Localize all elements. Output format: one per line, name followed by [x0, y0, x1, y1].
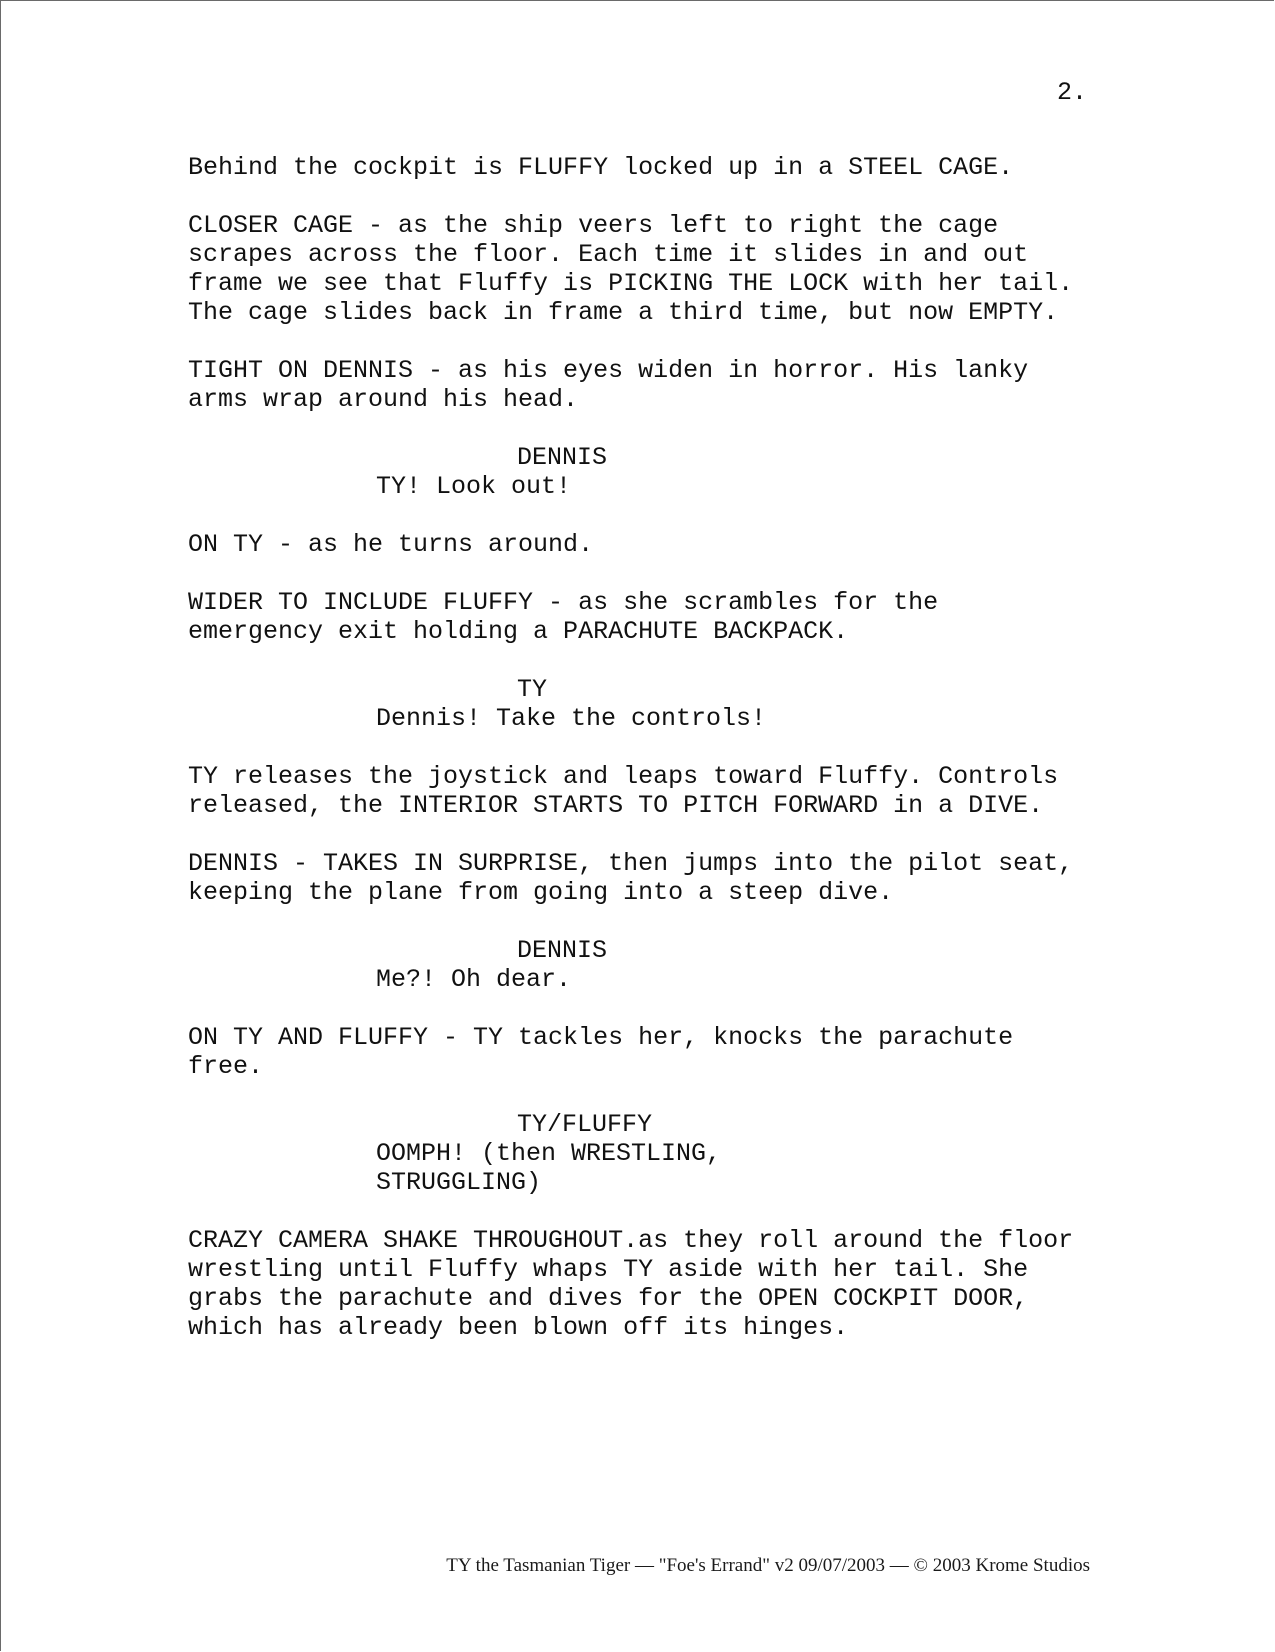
character-name: TY/FLUFFY — [517, 1110, 653, 1139]
action-paragraph: CLOSER CAGE - as the ship veers left to right the cage scrapes across the floor. Each time it slides in and out frame we see that Fluffy is PICKING THE LOCK with her tail. The cage slides back in frame a third time, but now EMPTY. — [188, 211, 1074, 327]
action-paragraph: WIDER TO INCLUDE FLUFFY - as she scrambles for the emergency exit holding a PARACHUTE BACKPACK. — [188, 588, 939, 646]
action-paragraph: ON TY - as he turns around. — [188, 530, 594, 559]
action-paragraph: TY releases the joystick and leaps toward Fluffy. Controls released, the INTERIOR STARTS TO PITCH FORWARD in a DIVE. — [188, 762, 1059, 820]
action-paragraph: ON TY AND FLUFFY - TY tackles her, knocks the parachute free. — [188, 1023, 1014, 1081]
page-footer: TY the Tasmanian Tiger — "Foe's Errand" v2 09/07/2003 — © 2003 Krome Studios — [446, 1555, 1090, 1576]
character-name: TY — [517, 675, 548, 704]
action-paragraph: CRAZY CAMERA SHAKE THROUGHOUT.as they roll around the floor wrestling until Fluffy whaps TY aside with her tail. She grabs the parachute and dives for the OPEN COCKPIT DOOR, which has already been blown off its hinges. — [188, 1226, 1074, 1342]
page-number: 2. — [1056, 78, 1087, 107]
dialogue-line: OOMPH! (then WRESTLING, STRUGGLING) — [376, 1139, 722, 1197]
dialogue-line: Me?! Oh dear. — [376, 965, 572, 994]
character-name: DENNIS — [517, 936, 608, 965]
dialogue-line: TY! Look out! — [376, 472, 572, 501]
action-paragraph: TIGHT ON DENNIS - as his eyes widen in horror. His lanky arms wrap around his head. — [188, 356, 1029, 414]
character-name: DENNIS — [517, 443, 608, 472]
action-paragraph: Behind the cockpit is FLUFFY locked up in a STEEL CAGE. — [188, 153, 1014, 182]
screenplay-body — [188, 153, 1088, 1371]
dialogue-line: Dennis! Take the controls! — [376, 704, 767, 733]
action-paragraph: DENNIS - TAKES IN SURPRISE, then jumps into the pilot seat, keeping the plane from going into a steep dive. — [188, 849, 1074, 907]
